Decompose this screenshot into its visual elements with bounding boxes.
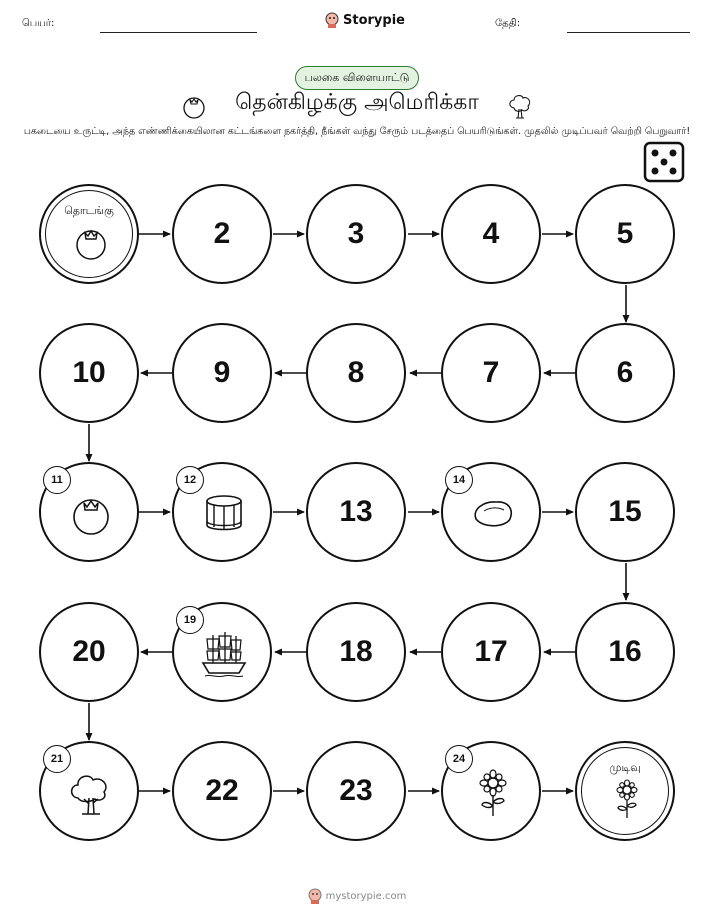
square-number: 2 (213, 217, 231, 250)
start-label: தொடங்கு (64, 204, 114, 217)
square-number-badge: 11 (43, 466, 71, 494)
square-number: 18 (339, 635, 373, 668)
square-number-badge: 19 (176, 606, 204, 634)
board-square-22[interactable] (172, 741, 272, 841)
board-square-15[interactable] (575, 462, 675, 562)
board-square-18[interactable] (306, 602, 406, 702)
board-square-21[interactable] (39, 741, 139, 841)
footer-url[interactable]: mystorypie.com (325, 890, 407, 902)
board-square-24[interactable] (441, 741, 541, 841)
square-number: 20 (72, 635, 106, 668)
board-square-2[interactable] (172, 184, 272, 284)
square-number: 23 (339, 774, 373, 807)
square-number: 10 (72, 356, 106, 389)
tree-icon (66, 768, 116, 818)
peanut-icon (468, 489, 518, 539)
square-number: 7 (482, 356, 500, 389)
storypie-mascot-icon (308, 888, 322, 904)
drum-icon (199, 489, 249, 539)
square-number: 4 (482, 217, 500, 250)
board-square-5[interactable] (575, 184, 675, 284)
square-number: 22 (205, 774, 239, 807)
square-number: 9 (213, 356, 231, 389)
square-number: 6 (616, 356, 634, 389)
brand-name: Storypie (343, 12, 405, 28)
board-square-3[interactable] (306, 184, 406, 284)
board-square-4[interactable] (441, 184, 541, 284)
board-square-6[interactable] (575, 323, 675, 423)
game-type-badge: பலகை விளையாட்டு (295, 66, 419, 90)
board-square-16[interactable] (575, 602, 675, 702)
square-number: 5 (616, 217, 634, 250)
name-label: பெயர்: (22, 18, 55, 29)
square-number: 13 (339, 495, 373, 528)
board-square-17[interactable] (441, 602, 541, 702)
board-square-23[interactable] (306, 741, 406, 841)
footer (0, 888, 714, 904)
date-label: தேதி: (495, 18, 521, 29)
ship-icon (199, 629, 249, 679)
board-square-12[interactable] (172, 462, 272, 562)
board-square-finish[interactable] (575, 741, 675, 841)
blueberry-icon (71, 222, 111, 262)
square-number: 3 (347, 217, 365, 250)
board-square-11[interactable] (39, 462, 139, 562)
square-number-badge: 12 (176, 466, 204, 494)
board-square-20[interactable] (39, 602, 139, 702)
board-square-start[interactable] (39, 184, 139, 284)
sunflower-icon (607, 779, 647, 819)
board-square-14[interactable] (441, 462, 541, 562)
blueberry-icon (66, 489, 116, 539)
board-square-7[interactable] (441, 323, 541, 423)
square-number-badge: 24 (445, 745, 473, 773)
board-square-9[interactable] (172, 323, 272, 423)
board-square-10[interactable] (39, 323, 139, 423)
board-square-13[interactable] (306, 462, 406, 562)
board-square-19[interactable] (172, 602, 272, 702)
finish-label: முடிவு (609, 761, 641, 774)
square-number-badge: 21 (43, 745, 71, 773)
square-number: 8 (347, 356, 365, 389)
square-number: 15 (608, 495, 642, 528)
instructions: பகடையை உருட்டி, அந்த எண்ணிக்கையிலான கட்டங்களை நகர்த்தி, நீங்கள் வந்து சேரும் படத்தைப் பெயரிடுங்கள். முதலில் முடிப்பவர் வெற்றி பெறுவார்! (23, 126, 691, 137)
square-number: 17 (474, 635, 508, 668)
square-number: 16 (608, 635, 642, 668)
board-square-8[interactable] (306, 323, 406, 423)
square-number-badge: 14 (445, 466, 473, 494)
page-title: தென்கிழக்கு அமெரிக்கா (235, 90, 479, 115)
sunflower-icon (468, 768, 518, 818)
